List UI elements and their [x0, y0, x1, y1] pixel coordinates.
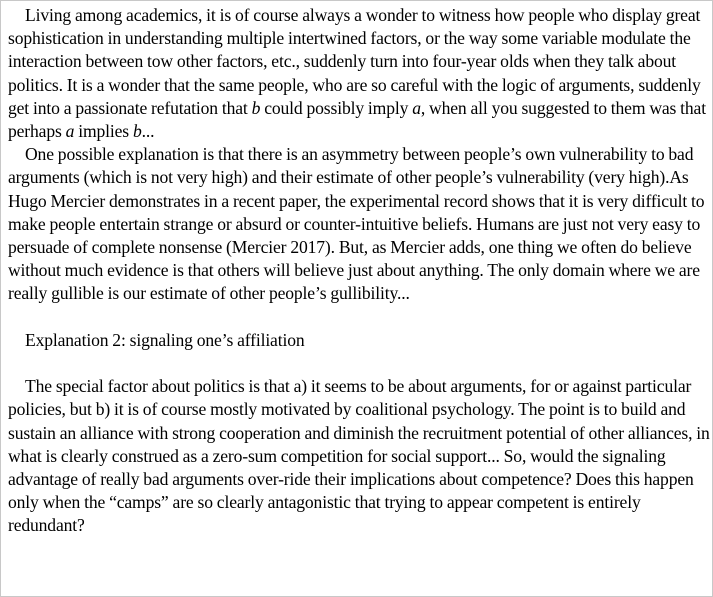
paragraph-asymmetry: One possible explanation is that there is an asymmetry between people’s own vulnerability to bad arguments (which is not very high) and their estimate of other people’s vulnerability (very high).As Hugo Mercier demonstrates in a recent paper, the experimental record shows that it is very difficult to make people entertain strange or absurd or counter-intuitive beliefs. Humans are just not very easy to persuade of complete nonsense (Mercier 2017). But, as Mercier adds, one thing we often do believe without much evidence is that others will believe just about anything. The only domain where we are really gullible is our estimate of other people’s gullibility...	[8, 144, 705, 304]
blank-line	[8, 306, 710, 329]
paragraph-text: ...	[141, 121, 155, 142]
paragraph-text: implies	[74, 121, 133, 142]
variable-a: a	[65, 121, 75, 142]
variable-b: b	[251, 97, 261, 118]
paragraph-text: , when all you suggested to them was that perhaps	[8, 97, 706, 142]
section-heading: Explanation 2: signaling one’s affiliation	[25, 329, 305, 350]
paragraph-text: Living among academics, it is of course always a wonder to witness how people who display great sophistication in understanding multiple intertwined factors, or the way some variable modulate the interaction between tow other factors, etc., suddenly turn into four-year olds when they talk about politics. It is a wonder that the same people, who are so careful with the logic of arguments, suddenly get into a passionate refutation that	[8, 5, 701, 118]
variable-b: b	[132, 121, 142, 142]
document-body	[8, 4, 710, 538]
variable-a: a	[412, 97, 421, 118]
blank-line	[8, 352, 710, 375]
paragraph-politics: The special factor about politics is that a) it seems to be about arguments, for or against particular policies, but b) it is of course mostly motivated by coalitional psychology. The point is to build and sustain an alliance with strong cooperation and diminish the recruitment potential of other alliances, in what is clearly construed as a zero-sum competition for social support... So, would the signaling advantage of really bad arguments over-ride their implications about competence? Does this happen only when the “camps” are so clearly antagonistic that trying to appear competent is entirely redundant?	[8, 376, 710, 536]
paragraph-academics	[8, 4, 710, 143]
paragraph-text: could possibly imply	[260, 97, 413, 118]
